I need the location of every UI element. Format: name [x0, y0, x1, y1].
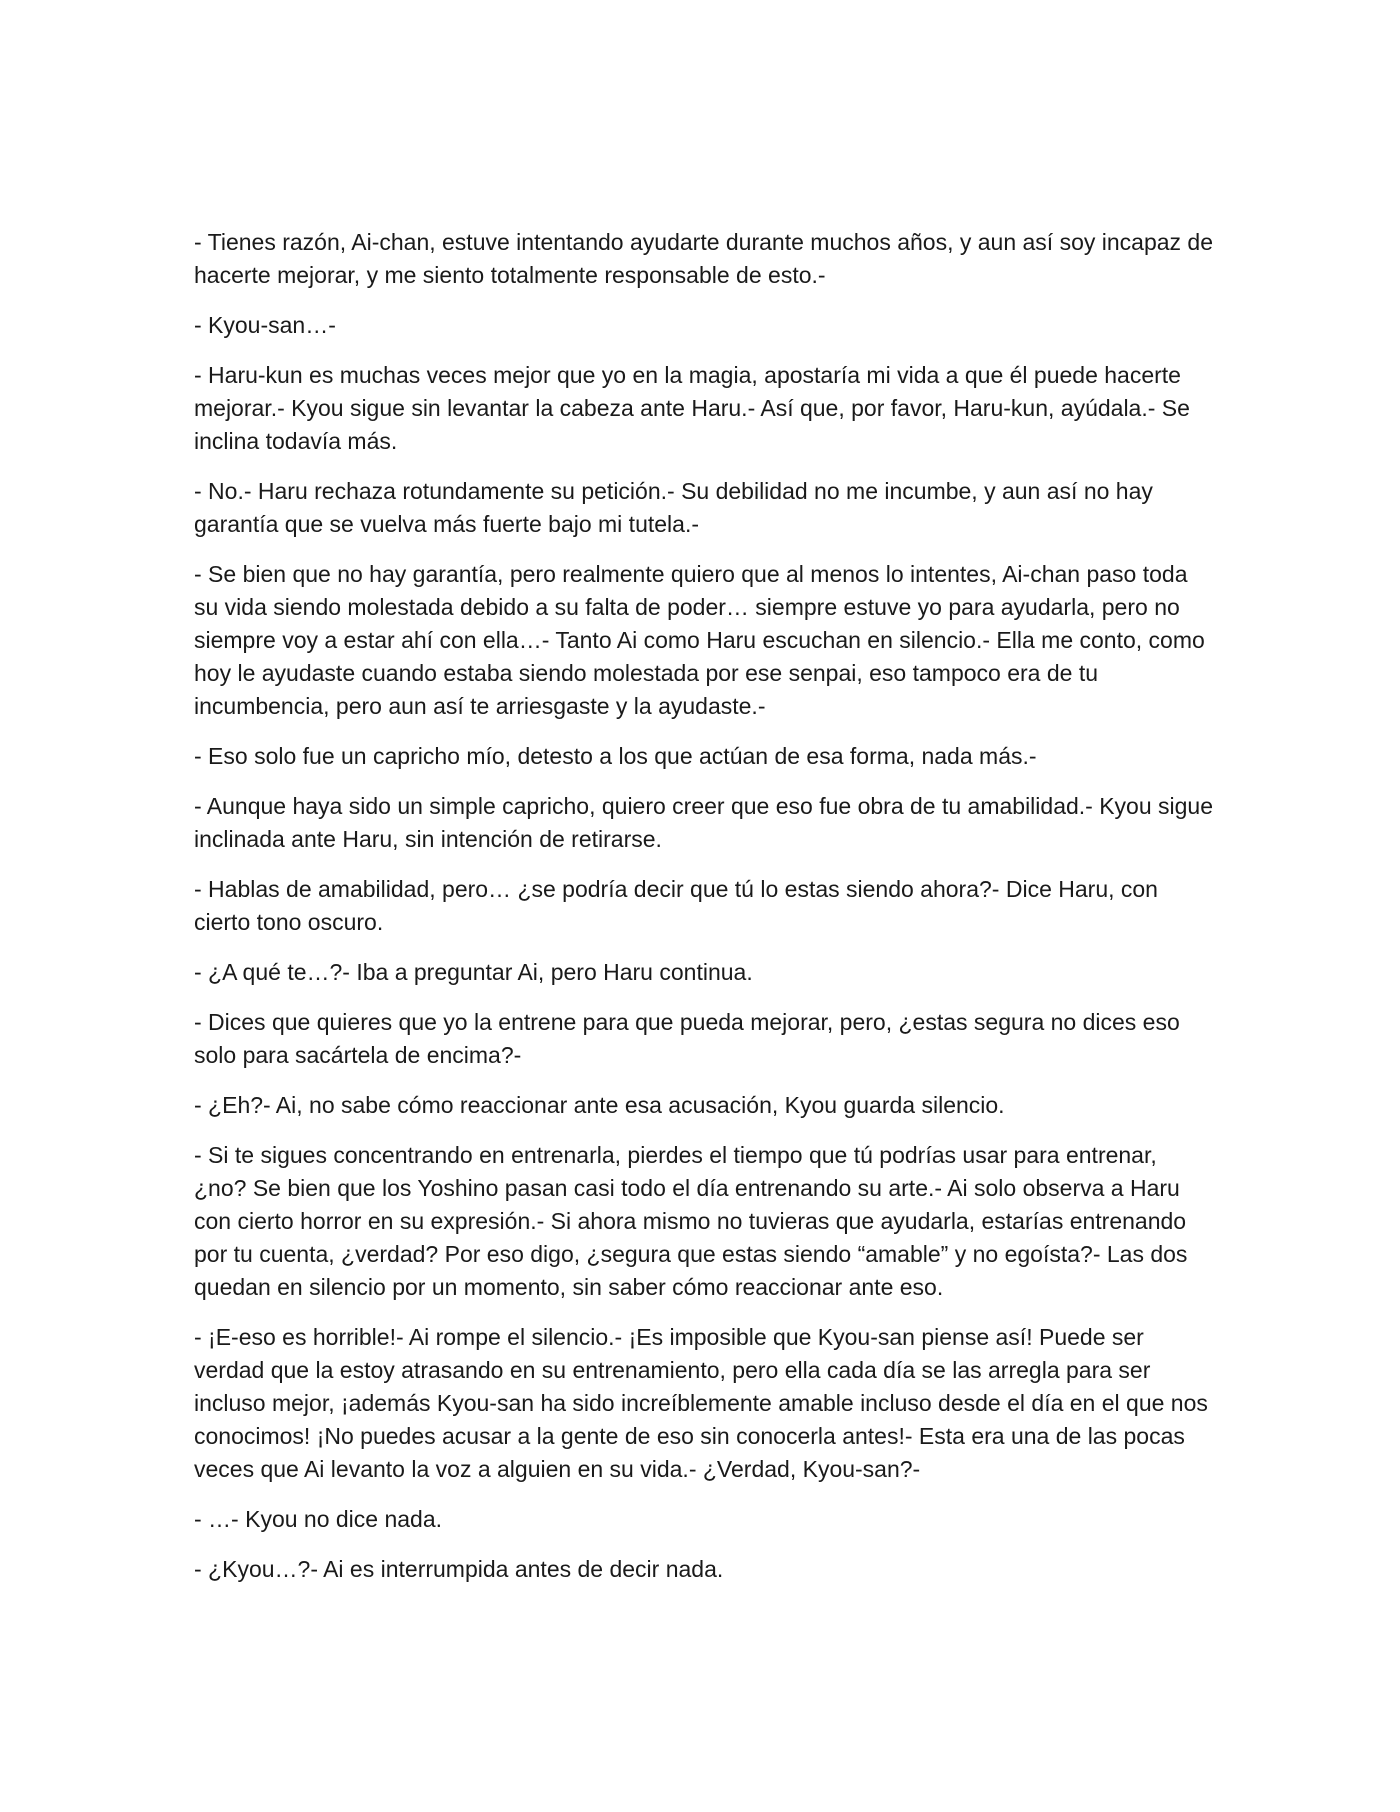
paragraph: - No.- Haru rechaza rotundamente su petición.- Su debilidad no me incumbe, y aun así no hay garantía que se vuelva más fuerte bajo mi tutela.- [194, 478, 1153, 537]
paragraph: - Se bien que no hay garantía, pero realmente quiero que al menos lo intentes, Ai-chan paso toda su vida siendo molestada debido a su falta de poder… siempre estuve yo para ayudarla, pero no siempre voy a estar ahí con ella…- Tanto Ai como Haru escuchan en silencio.- Ella me conto, como hoy le ayudaste cuando estaba siendo molestada por ese senpai, eso tampoco era de tu incumbencia, pero aun así te arriesgaste y la ayudaste.- [194, 561, 1205, 719]
paragraph: - ¿Eh?- Ai, no sabe cómo reaccionar ante esa acusación, Kyou guarda silencio. [194, 1092, 1005, 1118]
document-body [194, 226, 1214, 1603]
paragraph: - ¡E-eso es horrible!- Ai rompe el silencio.- ¡Es imposible que Kyou-san piense así! Puede ser verdad que la estoy atrasando en su entrenamiento, pero ella cada día se las arregla para ser incluso mejor, ¡además Kyou-san ha sido increíblemente amable incluso desde el día en el que nos conocimos! ¡No puedes acusar a la gente de eso sin conocerla antes!- Esta era una de las pocas veces que Ai levanto la voz a alguien en su vida.- ¿Verdad, Kyou-san?- [194, 1324, 1208, 1482]
paragraph: - ¿Kyou…?- Ai es interrumpida antes de decir nada. [194, 1556, 724, 1582]
paragraph: - Hablas de amabilidad, pero… ¿se podría decir que tú lo estas siendo ahora?- Dice Haru, con cierto tono oscuro. [194, 876, 1158, 935]
paragraph: - Si te sigues concentrando en entrenarla, pierdes el tiempo que tú podrías usar para entrenar, ¿no? Se bien que los Yoshino pasan casi todo el día entrenando su arte.- Ai solo observa a Haru con cierto horror en su expresión.- Si ahora mismo no tuvieras que ayudarla, estarías entrenando por tu cuenta, ¿verdad? Por eso digo, ¿segura que estas siendo “amable” y no egoísta?- Las dos quedan en silencio por un momento, sin saber cómo reaccionar ante eso. [194, 1142, 1188, 1300]
paragraph: - Eso solo fue un capricho mío, detesto a los que actúan de esa forma, nada más.- [194, 743, 1037, 769]
paragraph: - Tienes razón, Ai-chan, estuve intentando ayudarte durante muchos años, y aun así soy incapaz de hacerte mejorar, y me siento totalmente responsable de esto.- [194, 229, 1214, 288]
paragraph: - Dices que quieres que yo la entrene para que pueda mejorar, pero, ¿estas segura no dices eso solo para sacártela de encima?- [194, 1009, 1180, 1068]
paragraph: - ¿A qué te…?- Iba a preguntar Ai, pero Haru continua. [194, 959, 753, 985]
paragraph: - Haru-kun es muchas veces mejor que yo en la magia, apostaría mi vida a que él puede hacerte mejorar.- Kyou sigue sin levantar la cabeza ante Haru.- Así que, por favor, Haru-kun, ayúdala.- Se inclina todavía más. [194, 362, 1190, 454]
paragraph: - Aunque haya sido un simple capricho, quiero creer que eso fue obra de tu amabilidad.- Kyou sigue inclinada ante Haru, sin intención de retirarse. [194, 793, 1214, 852]
paragraph: - …- Kyou no dice nada. [194, 1506, 443, 1532]
paragraph: - Kyou-san…- [194, 312, 336, 338]
